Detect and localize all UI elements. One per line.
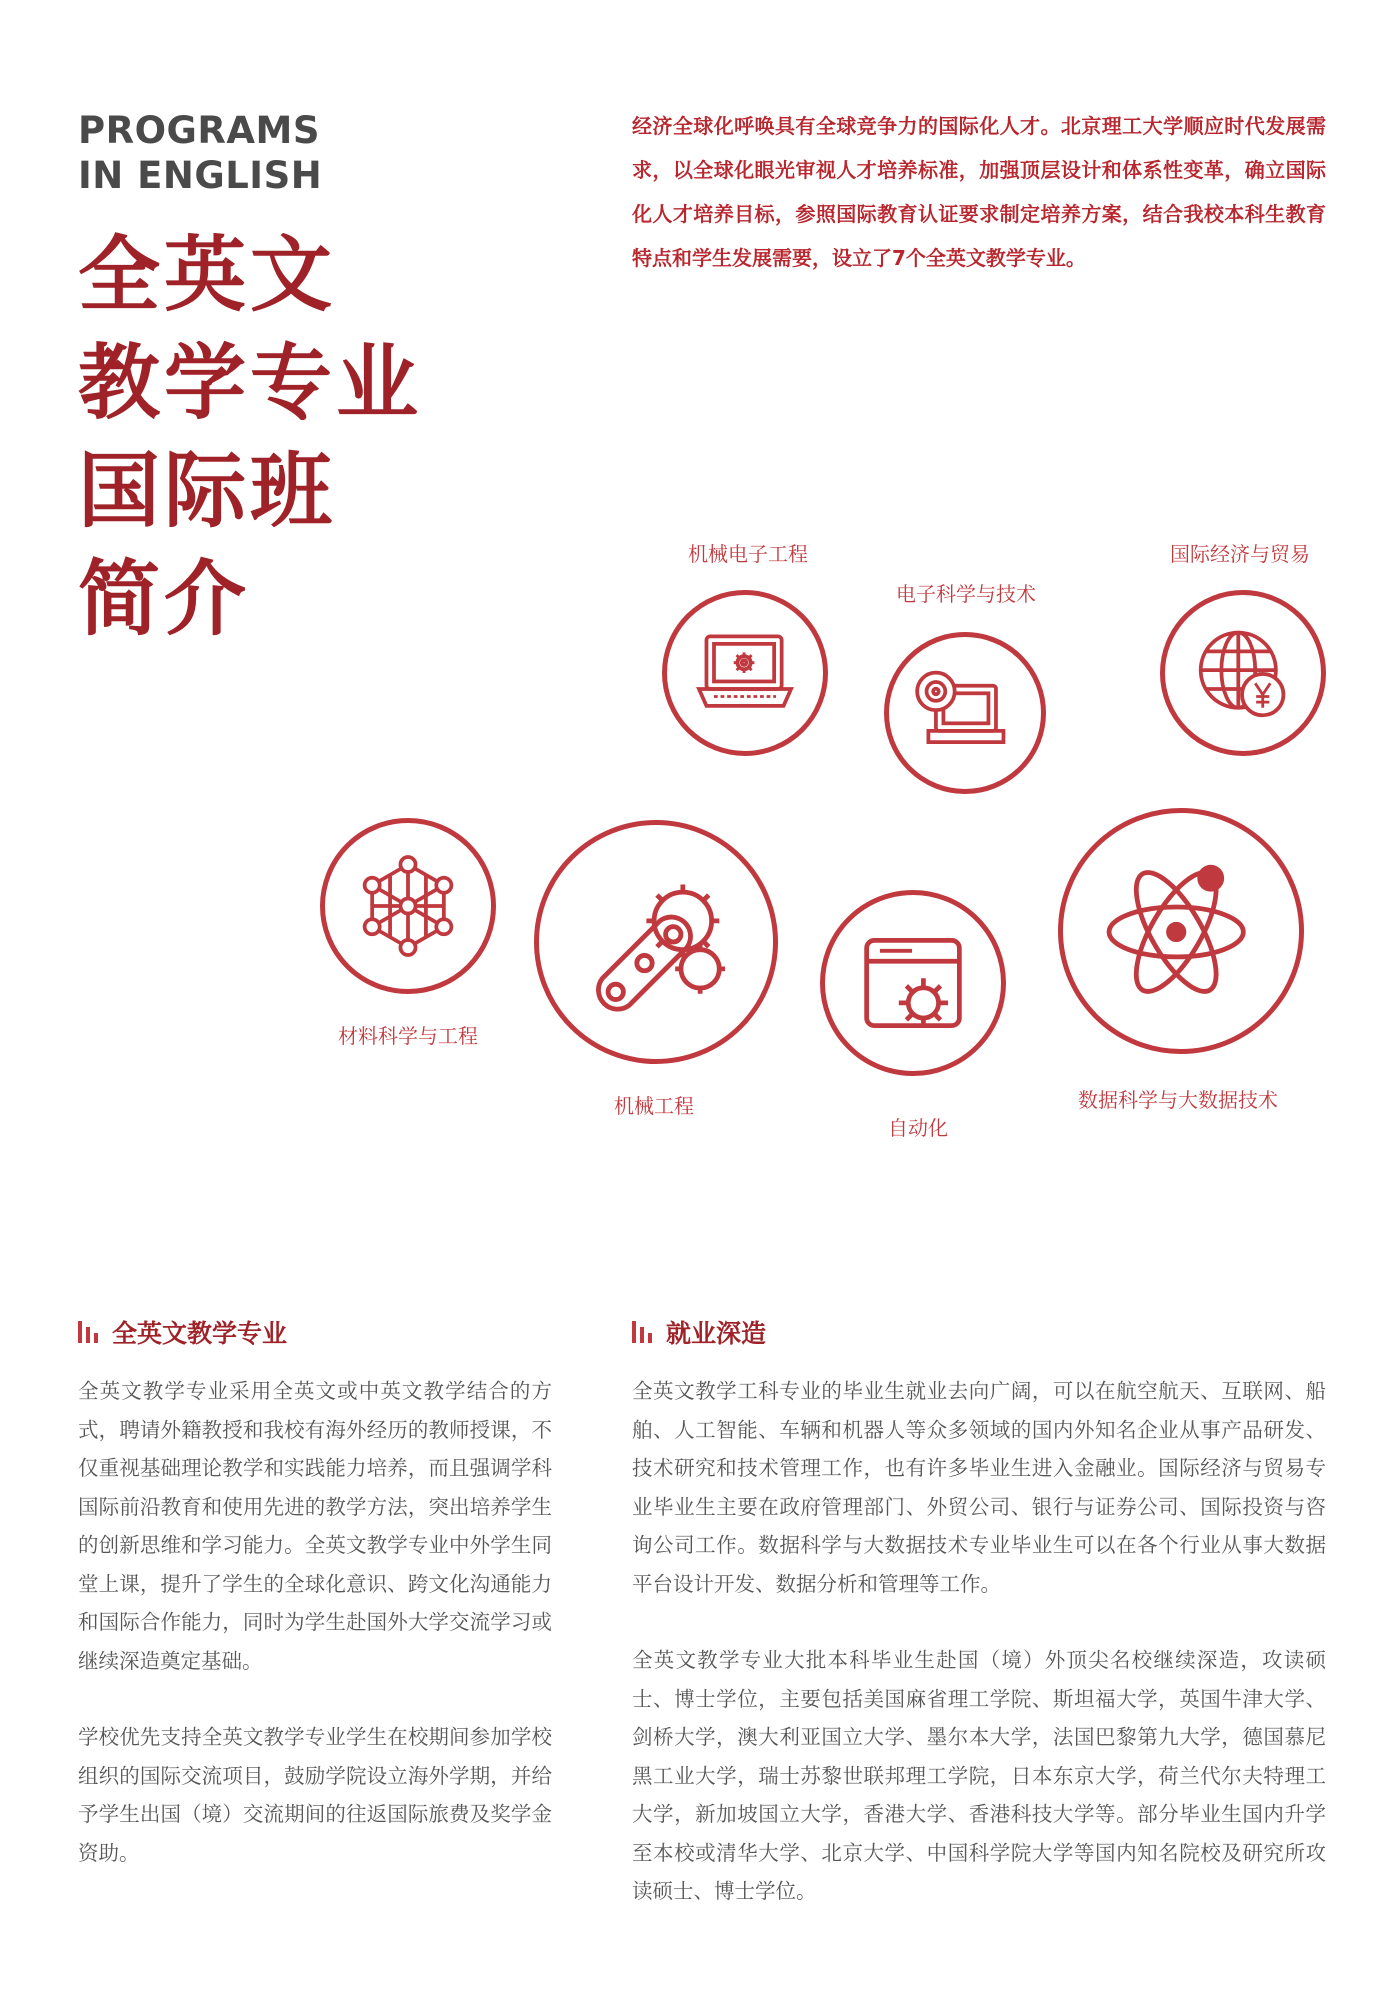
gears-chain-icon: [534, 820, 778, 1064]
paragraph: 全英文教学专业采用全英文或中英文教学结合的方式，聘请外籍教授和我校有海外经历的教师授课，不仅重视基础理论教学和实践能力培养，而且强调学科国际前沿教育和使用先进的教学方法，突出培养学生的创新思维和学习能力。全英文教学专业中外学生同堂上课，提升了学生的全球化意识、跨文化沟通能力和国际合作能力，同时为学生赴国外大学交流学习或继续深造奠定基础。: [78, 1379, 552, 1673]
section-heading-careers: [632, 1314, 766, 1350]
chinese-title-line-1: 全英文: [78, 228, 337, 323]
paragraph: 全英文教学专业大批本科毕业生赴国（境）外顶尖名校继续深造，攻读硕士、博士学位，主要包括美国麻省理工学院、斯坦福大学，英国牛津大学、剑桥大学，澳大利亚国立大学、墨尔本大学，法国巴黎第九大学，德国慕尼黑工业大学，瑞士苏黎世联邦理工学院，日本东京大学，荷兰代尔夫特理工大学，新加坡国立大学，香港大学、香港科技大学等。部分毕业生国内升学至本校或清华大学、北京大学、中国科学院大学等国内知名院校及研究所攻读硕士、博士学位。: [632, 1648, 1326, 1903]
program-label-automation: 自动化: [888, 1116, 948, 1140]
english-title: [78, 108, 322, 198]
program-label-mechatronics: 机械电子工程: [688, 542, 808, 566]
left-section-body: [78, 1372, 552, 1910]
laptop-gear-icon: [662, 590, 828, 756]
section-title: 全英文教学专业: [112, 1319, 288, 1348]
atom-icon: [1058, 808, 1304, 1054]
program-label-data-science: 数据科学与大数据技术: [1078, 1088, 1278, 1112]
globe-yen-icon: [1160, 590, 1326, 756]
section-bars-icon: [632, 1321, 652, 1343]
paragraph: 学校优先支持全英文教学专业学生在校期间参加学校组织的国际交流项目，鼓励学院设立海外学期，并给予学生出国（境）交流期间的往返国际旅费及奖学金资助。: [78, 1725, 552, 1865]
english-title-line-2: IN ENGLISH: [78, 154, 323, 197]
chinese-title: [78, 222, 422, 654]
chinese-title-line-3: 国际班: [78, 444, 337, 539]
chinese-title-line-2: 教学专业: [78, 336, 423, 431]
section-heading-english-programs: [78, 1314, 287, 1350]
program-label-materials: 材料科学与工程: [338, 1024, 478, 1048]
computer-disc-icon: [884, 632, 1046, 794]
paragraph: 全英文教学工科专业的毕业生就业去向广阔，可以在航空航天、互联网、船舶、人工智能、车辆和机器人等众多领域的国内外知名企业从事产品研发、技术研究和技术管理工作，也有许多毕业生进入金融业。国际经济与贸易专业毕业生主要在政府管理部门、外贸公司、银行与证券公司、国际投资与咨询公司工作。数据科学与大数据技术专业毕业生可以在各个行业从事大数据平台设计开发、数据分析和管理等工作。: [632, 1379, 1326, 1596]
program-label-mechanical: 机械工程: [614, 1094, 694, 1118]
program-label-international-trade: 国际经济与贸易: [1170, 542, 1310, 566]
section-bars-icon: [78, 1321, 98, 1343]
right-section-body: [632, 1372, 1326, 1949]
window-gear-icon: [820, 890, 1006, 1076]
intro-paragraph: 经济全球化呼唤具有全球竞争力的国际化人才。北京理工大学顺应时代发展需求，以全球化眼光审视人才培养标准，加强顶层设计和体系性变革，确立国际化人才培养目标，参照国际教育认证要求制定培养方案，结合我校本科生教育特点和学生发展需要，设立了7个全英文教学专业。: [632, 114, 1326, 270]
chinese-title-line-4: 简介: [78, 552, 251, 647]
section-title: 就业深造: [666, 1319, 767, 1348]
molecule-icon: [320, 818, 496, 994]
english-title-line-1: PROGRAMS: [78, 109, 321, 152]
program-label-electronic-science: 电子科学与技术: [896, 582, 1036, 606]
